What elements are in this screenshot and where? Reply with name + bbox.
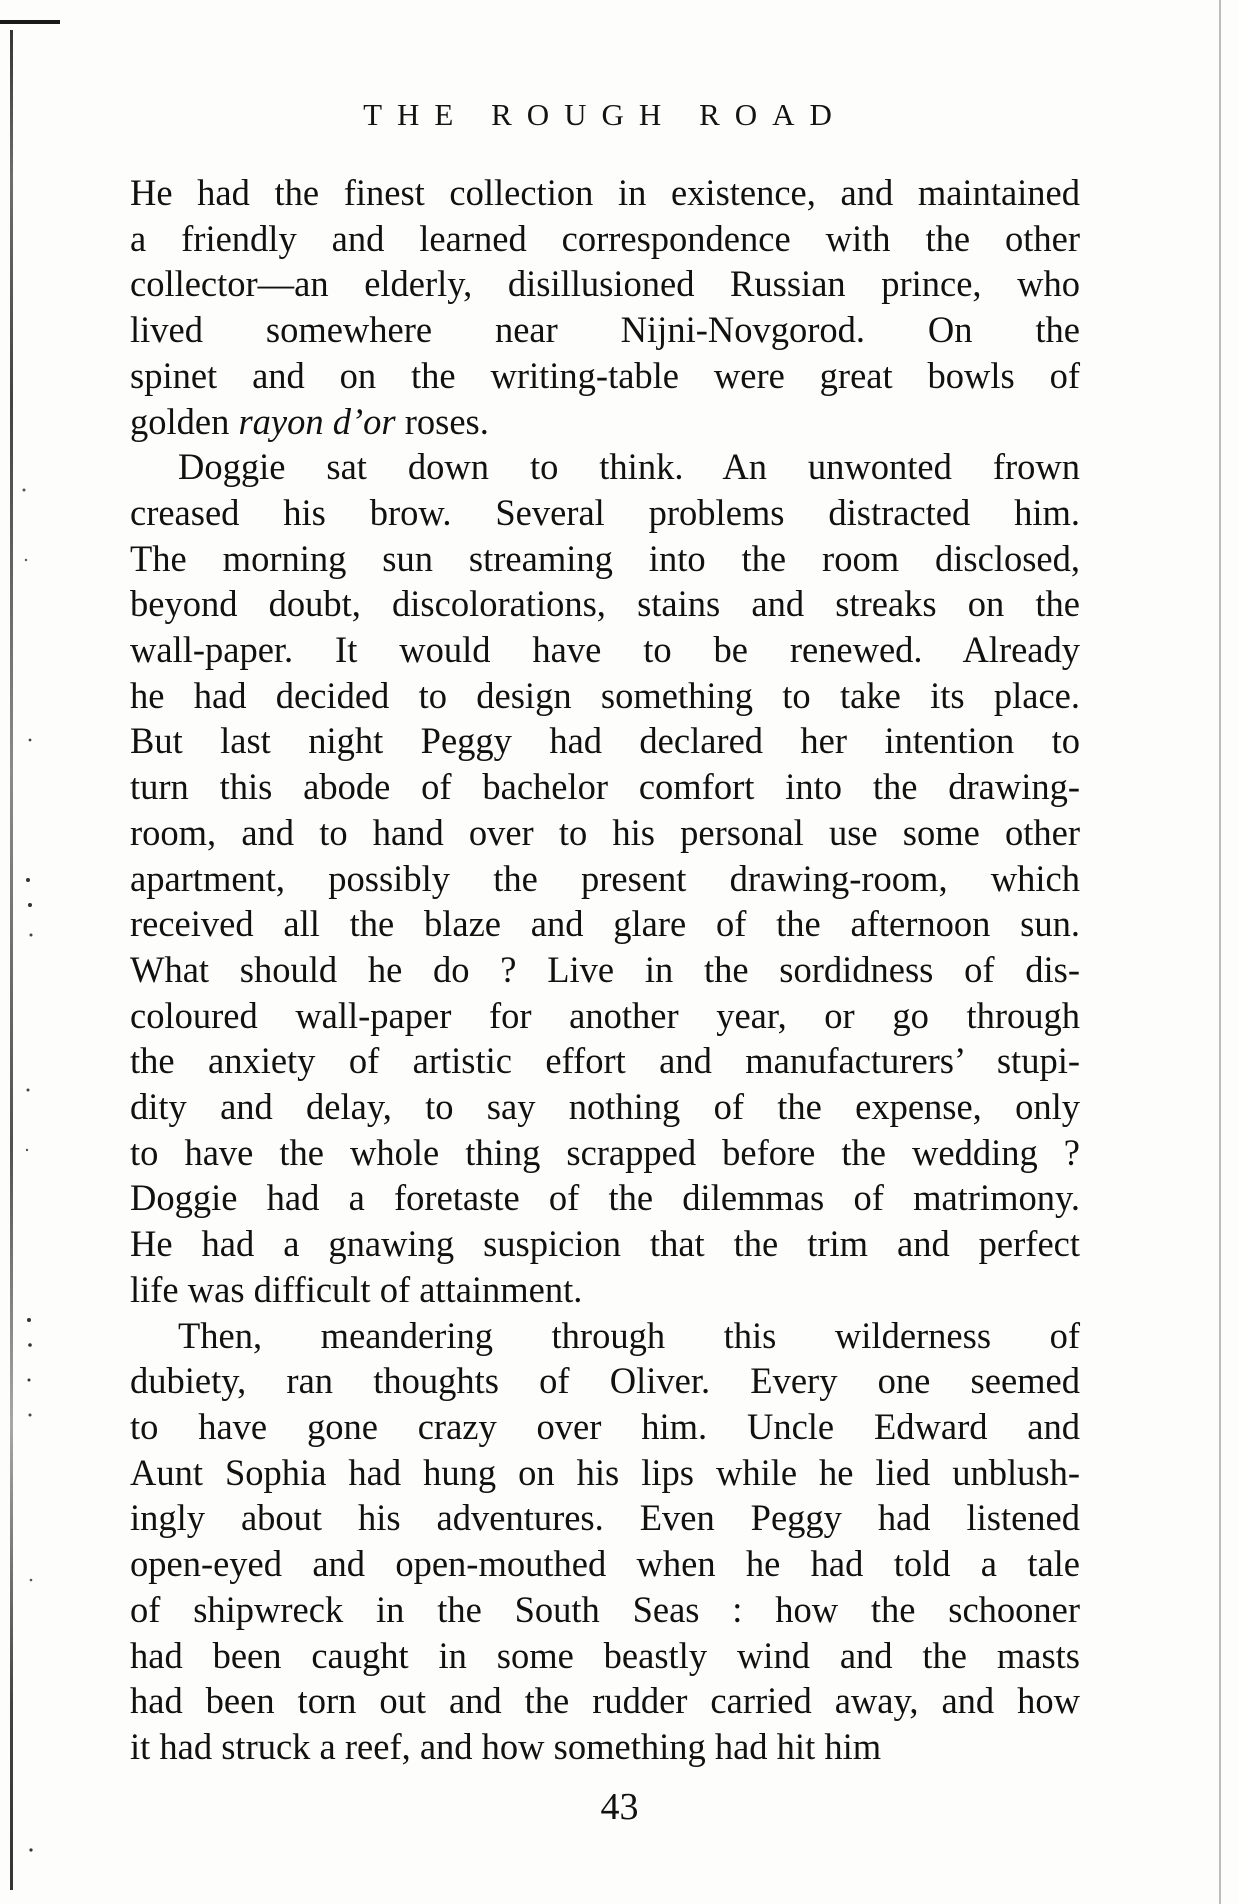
text-line: apartment, possibly the present drawing-room, which	[130, 857, 1080, 899]
text-line: had been torn out and the rudder carried away, and how	[130, 1680, 1080, 1722]
text-line: dubiety, ran thoughts of Oliver. Every one seemed	[130, 1360, 1080, 1402]
text-line: beyond doubt, discolorations, stains and streaks on the	[130, 583, 1080, 625]
text-line: dity and delay, to say nothing of the expense, only	[130, 1086, 1080, 1128]
text-line: golden rayon d’or roses.	[130, 400, 489, 442]
text-line: lived somewhere near Nijni-Novgorod. On the	[130, 309, 1080, 351]
margin-specks	[0, 0, 40, 1904]
paragraph	[130, 170, 1080, 444]
italic-phrase: rayon d’or	[238, 400, 396, 442]
text-line: coloured wall-paper for another year, or go through	[130, 994, 1080, 1036]
text-line: to have the whole thing scrapped before the wedding ?	[130, 1131, 1080, 1173]
text-line: he had decided to design something to take its place.	[130, 674, 1080, 716]
text-line: What should he do ? Live in the sordidness of dis-	[130, 948, 1080, 990]
text-line: received all the blaze and glare of the afternoon sun.	[130, 903, 1080, 945]
text-line: Then, meandering through this wilderness of	[178, 1314, 1080, 1356]
text-line: He had the finest collection in existence, and maintained	[130, 172, 1080, 213]
text-line: ingly about his adventures. Even Peggy had listened	[130, 1497, 1080, 1539]
text-line: life was difficult of attainment.	[130, 1268, 583, 1310]
text-line: a friendly and learned correspondence with the other	[130, 217, 1080, 259]
text-line: to have gone crazy over him. Uncle Edward and	[130, 1405, 1080, 1447]
text-line: Doggie sat down to think. An unwonted frown	[178, 446, 1080, 488]
text-line: turn this abode of bachelor comfort into the drawing-	[130, 766, 1080, 808]
text-line: it had struck a reef, and how something had hit him	[130, 1725, 882, 1767]
text-line: creased his brow. Several problems distracted him.	[130, 491, 1080, 533]
text-line: Doggie had a foretaste of the dilemmas of matrimony.	[130, 1177, 1080, 1219]
text-line: wall-paper. It would have to be renewed. Already	[130, 629, 1080, 671]
page-number: 43	[600, 1786, 639, 1828]
text-line: collector—an elderly, disillusioned Russian prince, who	[130, 263, 1080, 305]
text-line: The morning sun streaming into the room disclosed,	[130, 537, 1080, 579]
text-line: had been caught in some beastly wind and the masts	[130, 1634, 1080, 1676]
text-line: He had a gnawing suspicion that the trim and perfect	[130, 1223, 1080, 1265]
paragraph	[130, 1313, 1080, 1770]
text-line: of shipwreck in the South Seas : how the schooner	[130, 1588, 1080, 1630]
body-text	[130, 170, 1080, 1770]
text-line: But last night Peggy had declared her intention to	[130, 720, 1080, 762]
text-line: the anxiety of artistic effort and manufacturers’ stupi-	[130, 1040, 1080, 1082]
page-right-edge	[1219, 0, 1221, 1904]
running-head: THE ROUGH ROAD	[363, 97, 847, 132]
paragraph	[130, 444, 1080, 1312]
text-line: room, and to hand over to his personal use some other	[130, 811, 1080, 853]
text-line: open-eyed and open-mouthed when he had told a tale	[130, 1543, 1080, 1585]
text-line: Aunt Sophia had hung on his lips while he lied unblush-	[130, 1451, 1080, 1493]
text-line: spinet and on the writing-table were great bowls of	[130, 354, 1080, 396]
